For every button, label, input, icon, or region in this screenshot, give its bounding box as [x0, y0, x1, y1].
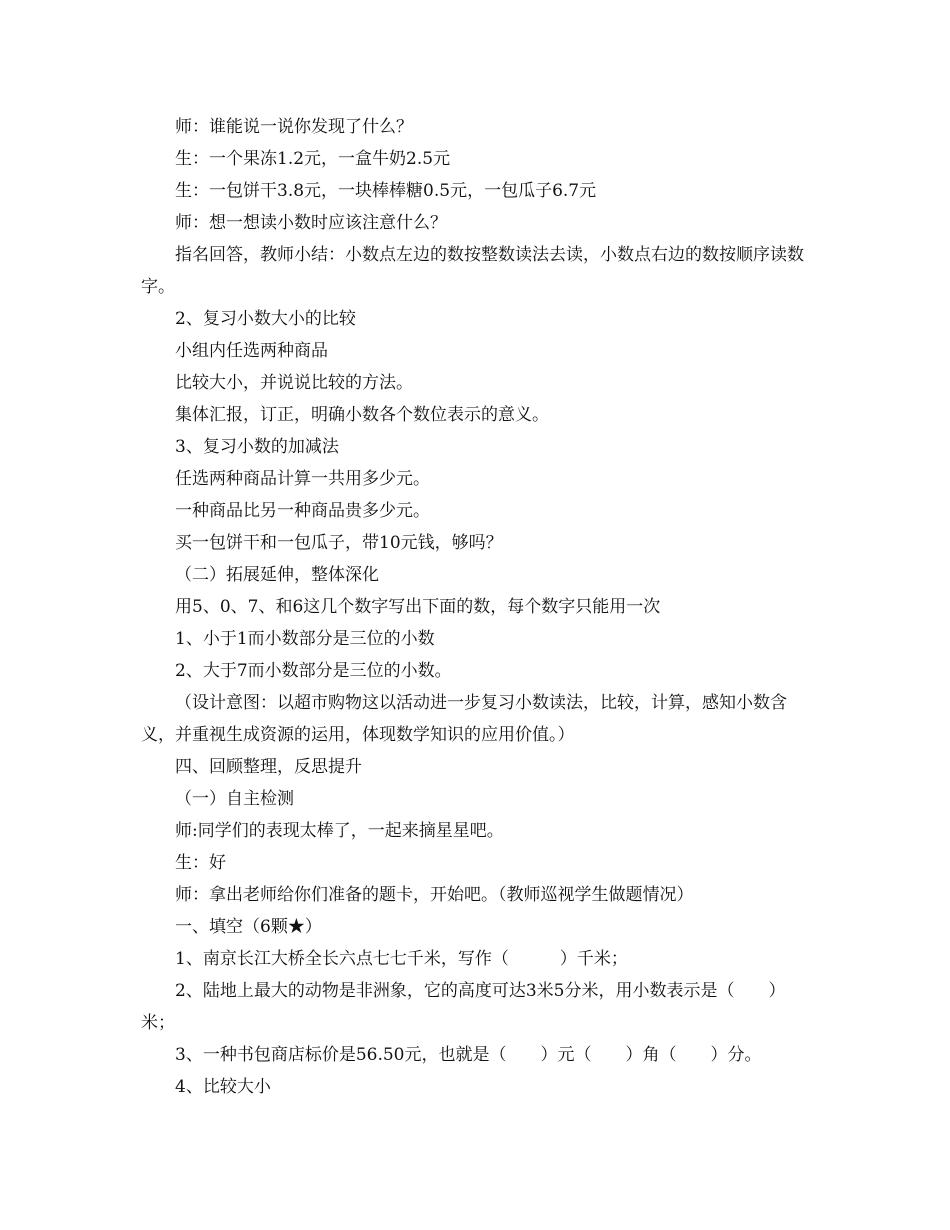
- paragraph-14: （二）拓展延伸，整体深化: [175, 565, 379, 585]
- document-body: [141, 111, 811, 1103]
- paragraph-8: 比较大小，并说说比较的方法。: [175, 373, 413, 393]
- paragraph-7: 小组内任选两种商品: [175, 341, 328, 361]
- paragraph-9: 集体汇报，订正，明确小数各个数位表示的意义。: [175, 405, 549, 425]
- paragraph-21: 师:同学们的表现太棒了，一起来摘星星吧。: [175, 821, 504, 841]
- paragraph-12: 一种商品比另一种商品贵多少元。: [175, 501, 430, 521]
- paragraph-20: （一）自主检测: [175, 789, 294, 809]
- paragraph-16: 1、小于1而小数部分是三位的小数: [175, 629, 435, 649]
- paragraph-22: 生：好: [175, 853, 226, 873]
- paragraph-23: 师：拿出老师给你们准备的题卡，开始吧。（教师巡视学生做题情况）: [175, 885, 694, 905]
- paragraph-25: 1、南京长江大桥全长六点七七千米，写作（ ）千米；: [175, 949, 628, 969]
- paragraph-3: 生：一包饼干3.8元，一块棒棒糖0.5元，一包瓜子6.7元: [175, 181, 597, 201]
- paragraph-18: （设计意图：以超市购物这以活动进一步复习小数读法，比较，计算，感知小数含义，并重视生成资源的运用，体现数学知识的应用价值。）: [141, 693, 787, 745]
- paragraph-11: 任选两种商品计算一共用多少元。: [175, 469, 430, 489]
- paragraph-17: 2、大于7而小数部分是三位的小数。: [175, 661, 452, 681]
- paragraph-13: 买一包饼干和一包瓜子，带10元钱，够吗？: [175, 533, 503, 553]
- paragraph-4: 师：想一想读小数时应该注意什么？: [175, 213, 447, 233]
- paragraph-24: 一、填空（6颗★）: [175, 917, 322, 937]
- paragraph-5: 指名回答，教师小结：小数点左边的数按整数读法去读，小数点右边的数按顺序读数字。: [141, 245, 804, 297]
- paragraph-15: 用5、0、7、和6这几个数字写出下面的数，每个数字只能用一次: [175, 597, 661, 617]
- paragraph-6: 2、复习小数大小的比较: [175, 309, 356, 329]
- paragraph-28: 4、比较大小: [175, 1077, 271, 1097]
- paragraph-2: 生：一个果冻1.2元，一盒牛奶2.5元: [175, 149, 451, 169]
- paragraph-10: 3、复习小数的加减法: [175, 437, 339, 457]
- paragraph-1: 师：谁能说一说你发现了什么？: [175, 117, 413, 137]
- paragraph-26: 2、陆地上最大的动物是非洲象，它的高度可达3米5分米，用小数表示是（ ）米；: [141, 981, 786, 1033]
- paragraph-27: 3、一种书包商店标价是56.50元，也就是（ ）元（ ）角（ ）分。: [175, 1045, 762, 1065]
- paragraph-19: 四、回顾整理，反思提升: [175, 757, 362, 777]
